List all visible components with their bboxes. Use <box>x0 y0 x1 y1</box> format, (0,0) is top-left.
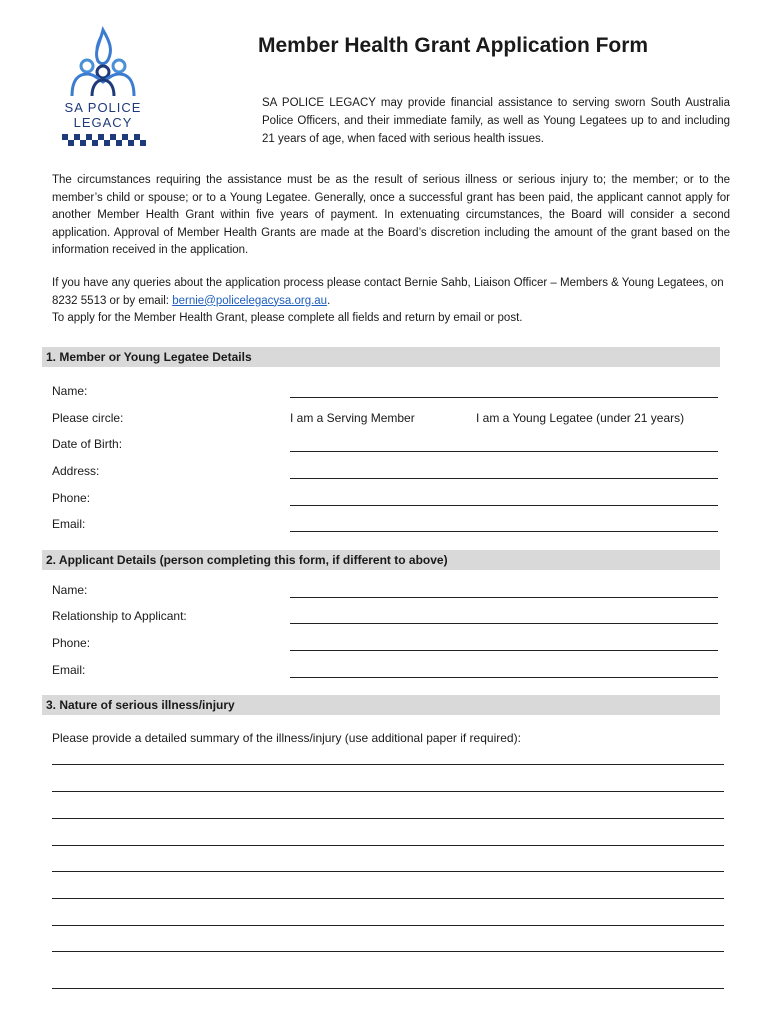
relationship-field[interactable] <box>290 623 718 624</box>
applicant-phone-field[interactable] <box>290 650 718 651</box>
circle-label: Please circle: <box>52 411 124 425</box>
member-name-label: Name: <box>52 384 88 398</box>
dob-label: Date of Birth: <box>52 437 123 451</box>
contact-paragraph <box>52 275 730 328</box>
dob-field[interactable] <box>290 451 718 452</box>
option-serving-member[interactable]: I am a Serving Member <box>290 411 415 425</box>
member-phone-field[interactable] <box>290 505 718 506</box>
section3-heading: 3. Nature of serious illness/injury <box>42 695 720 715</box>
applicant-name-field[interactable] <box>290 597 718 598</box>
apply-instruction: To apply for the Member Health Grant, please complete all fields and return by email or post. <box>52 312 523 325</box>
police-legacy-logo <box>58 22 148 150</box>
summary-prompt: Please provide a detailed summary of the illness/injury (use additional paper if required): <box>52 731 521 745</box>
summary-line[interactable] <box>52 988 724 989</box>
member-email-label: Email: <box>52 517 86 531</box>
summary-line[interactable] <box>52 818 724 819</box>
summary-line[interactable] <box>52 951 724 952</box>
summary-line[interactable] <box>52 764 724 765</box>
intro-paragraph: SA POLICE LEGACY may provide financial assistance to serving sworn South Australia Police Officers, and their immediate family, as well as Young Legatees up to and including 21 years of age, when faced with serious health issues. <box>262 97 730 145</box>
summary-line[interactable] <box>52 898 724 899</box>
address-field[interactable] <box>290 478 718 479</box>
applicant-email-label: Email: <box>52 663 86 677</box>
member-name-field[interactable] <box>290 397 718 398</box>
option-young-legatee[interactable]: I am a Young Legatee (under 21 years) <box>476 411 685 425</box>
summary-line[interactable] <box>52 925 724 926</box>
summary-line[interactable] <box>52 791 724 792</box>
summary-line[interactable] <box>52 845 724 846</box>
contact-end: . <box>327 294 331 307</box>
relationship-label: Relationship to Applicant: <box>52 609 187 623</box>
member-phone-label: Phone: <box>52 491 91 505</box>
logo-text <box>58 100 148 130</box>
logo-line1: SA POLICE <box>64 100 142 115</box>
summary-line[interactable] <box>52 871 724 872</box>
section2-heading: 2. Applicant Details (person completing this form, if different to above) <box>42 550 720 570</box>
page-title: Member Health Grant Application Form <box>258 34 649 57</box>
contact-text: If you have any queries about the application process please contact Bernie Sahb, Liaison Officer – Members & Young Legatees, on 8232 5513 or by email: <box>52 277 724 307</box>
contact-email-link[interactable]: bernie@policelegacysa.org.au <box>172 294 328 307</box>
applicant-phone-label: Phone: <box>52 636 91 650</box>
applicant-name-label: Name: <box>52 583 88 597</box>
circumstances-paragraph: The circumstances requiring the assistance must be as the result of serious illness or serious injury to; the member; or to the member’s child or spouse; or to a Young Legatee. Generally, once a successful grant has been paid, the applicant cannot apply for another Member Health Grant within five years of payment. In extenuating circumstances, the Board will consider a second application. Approval of Member Health Grants are made at the Board’s discretion including the amount of the grant based on the information received in the application. <box>52 174 730 257</box>
member-email-field[interactable] <box>290 531 718 532</box>
applicant-email-field[interactable] <box>290 677 718 678</box>
logo-line2: LEGACY <box>73 115 133 130</box>
section1-heading: 1. Member or Young Legatee Details <box>42 347 720 367</box>
address-label: Address: <box>52 464 100 478</box>
